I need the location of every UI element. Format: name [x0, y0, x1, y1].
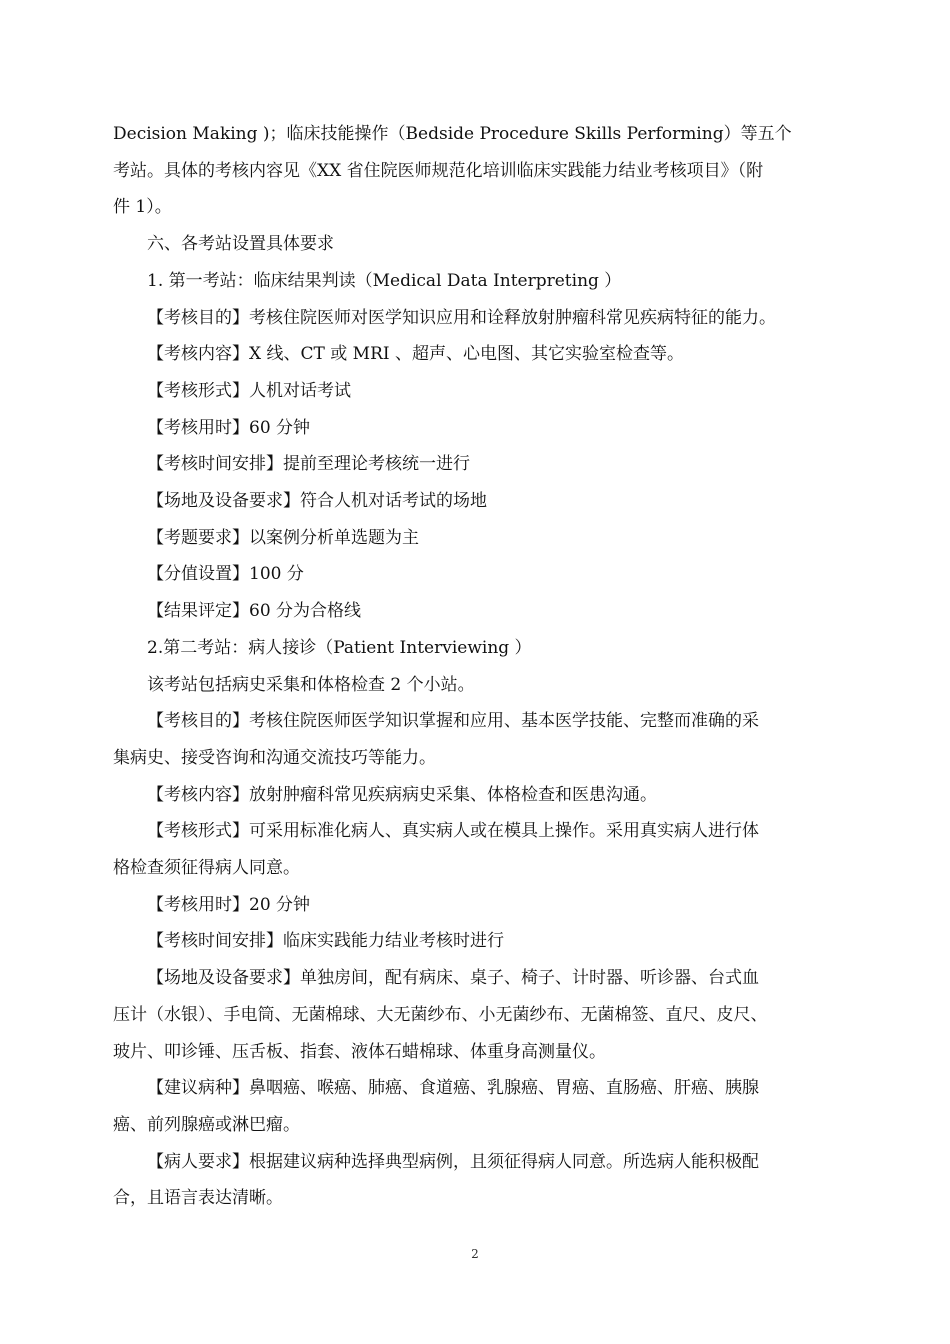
station-2-duration: 【考核用时】20 分钟 [147, 894, 311, 915]
section-heading: 六、各考站设置具体要求 [147, 234, 334, 255]
station-2-diseases: 【建议病种】鼻咽癌、喉癌、肺癌、食道癌、乳腺癌、胃癌、直肠癌、肝癌、胰腺 [147, 1078, 759, 1099]
station-2-description: 该考站包括病史采集和体格检查 2 个小站。 [147, 674, 475, 695]
station-2-diseases-cont: 癌、前列腺癌或淋巴瘤。 [113, 1114, 300, 1135]
station-2-format: 【考核形式】可采用标准化病人、真实病人或在模具上操作。采用真实病人进行体 [147, 821, 759, 842]
station-1-duration: 【考核用时】60 分钟 [147, 417, 311, 438]
station-2-patient-req-cont: 合，且语言表达清晰。 [113, 1188, 283, 1209]
station-2-schedule: 【考核时间安排】临床实践能力结业考核时进行 [147, 931, 504, 952]
document-body [113, 116, 838, 1217]
station-2-patient-req: 【病人要求】根据建议病种选择典型病例，且须征得病人同意。所选病人能积极配 [147, 1151, 759, 1172]
station-2-venue: 【场地及设备要求】单独房间，配有病床、桌子、椅子、计时器、听诊器、台式血 [147, 968, 759, 989]
station-1-heading: 1. 第一考站：临床结果判读（Medical Data Interpreting ） [147, 270, 622, 291]
station-1-score: 【分值设置】100 分 [147, 564, 304, 585]
station-1-schedule: 【考核时间安排】提前至理论考核统一进行 [147, 454, 470, 475]
station-1-venue: 【场地及设备要求】符合人机对话考试的场地 [147, 491, 487, 512]
station-1-pass-mark: 【结果评定】60 分为合格线 [147, 601, 362, 622]
station-1-content: 【考核内容】X 线、CT 或 MRI 、超声、心电图、其它实验室检查等。 [147, 344, 684, 365]
station-2-content: 【考核内容】放射肿瘤科常见疾病病史采集、体格检查和医患沟通。 [147, 784, 657, 805]
station-2-purpose: 【考核目的】考核住院医师医学知识掌握和应用、基本医学技能、完整而准确的采 [147, 711, 759, 732]
station-2-heading: 2.第二考站：病人接诊（Patient Interviewing ） [147, 637, 532, 658]
station-1-format: 【考核形式】人机对话考试 [147, 380, 351, 401]
station-2-format-cont: 格检查须征得病人同意。 [113, 858, 300, 879]
text-line-continuation: Decision Making )；临床技能操作（Bedside Procedure Skills Performing）等五个 [113, 124, 792, 144]
station-2-purpose-cont: 集病史、接受咨询和沟通交流技巧等能力。 [113, 747, 436, 768]
station-1-purpose: 【考核目的】考核住院医师对医学知识应用和诠释放射肿瘤科常见疾病特征的能力。 [147, 307, 776, 328]
text-line: 考站。具体的考核内容见《XX 省住院医师规范化培训临床实践能力结业考核项目》（附 [113, 160, 764, 181]
station-1-question-type: 【考题要求】以案例分析单选题为主 [147, 527, 419, 548]
station-2-venue-cont: 玻片、叩诊锤、压舌板、指套、液体石蜡棉球、体重身高测量仪。 [113, 1041, 606, 1062]
text-line: 件 1）。 [113, 197, 172, 218]
station-2-venue-cont: 压计（水银）、手电筒、无菌棉球、大无菌纱布、小无菌纱布、无菌棉签、直尺、皮尺、 [113, 1004, 768, 1025]
page-number: 2 [471, 1247, 479, 1261]
